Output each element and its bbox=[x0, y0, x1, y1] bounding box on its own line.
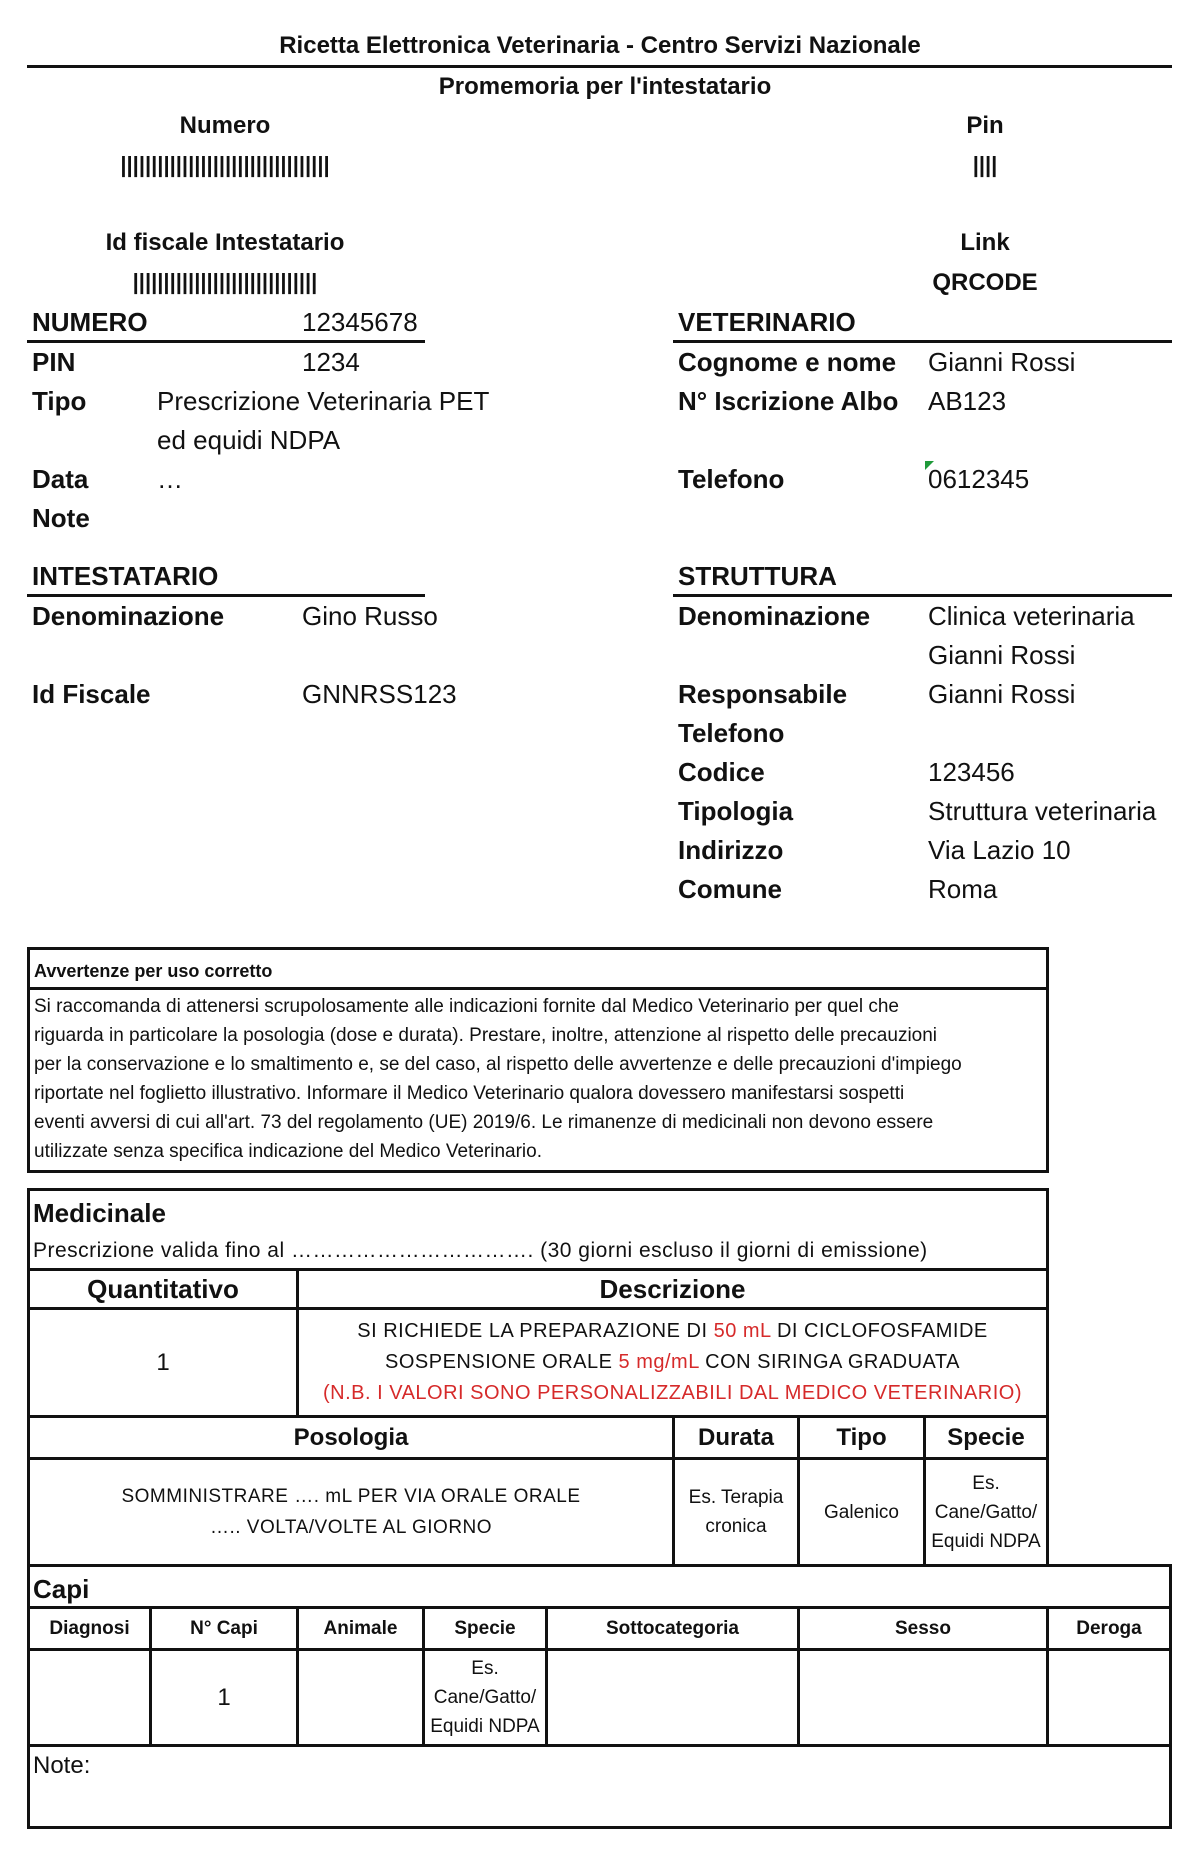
descrizione-line-1 bbox=[299, 1316, 1046, 1347]
col-descrizione: Descrizione bbox=[599, 1273, 746, 1304]
desc-text: SOSPENSIONE ORALE bbox=[385, 1351, 619, 1373]
specie-line-1: Es. bbox=[972, 1472, 1000, 1494]
pin-barcode: |||| bbox=[972, 152, 998, 177]
avvertenze-text bbox=[34, 992, 1044, 1166]
capi-col-specie: Specie bbox=[454, 1617, 516, 1639]
capi-note-label: Note: bbox=[33, 1752, 91, 1779]
capi-ncapi-value: 1 bbox=[217, 1683, 231, 1711]
posologia-line-1: SOMMINISTRARE …. mL PER VIA ORALE ORALE bbox=[121, 1486, 581, 1507]
str-responsabile-value: Gianni Rossi bbox=[928, 679, 1076, 709]
vet-nome-label: Cognome e nome bbox=[678, 347, 897, 377]
str-tipologia-label: Tipologia bbox=[678, 796, 794, 826]
capi-specie-line-2: Cane/Gatto/ bbox=[433, 1687, 537, 1708]
medicinale-title: Medicinale bbox=[33, 1198, 166, 1228]
numero-value: 12345678 bbox=[302, 307, 418, 337]
struttura-divider bbox=[673, 594, 1172, 597]
title-divider bbox=[27, 65, 1172, 68]
int-denominazione-label: Denominazione bbox=[32, 601, 225, 631]
descrizione-cell bbox=[299, 1316, 1046, 1409]
col-specie: Specie bbox=[947, 1423, 1025, 1451]
idfiscale-barcode: |||||||||||||||||||||||||||||| bbox=[132, 269, 318, 294]
int-denominazione-value: Gino Russo bbox=[302, 601, 438, 631]
specie-cell bbox=[926, 1460, 1046, 1564]
str-indirizzo-value: Via Lazio 10 bbox=[928, 835, 1071, 865]
idfiscale-header-label: Id fiscale Intestatario bbox=[105, 229, 345, 256]
pin-label: Pin bbox=[966, 112, 1004, 139]
avvertenze-line: per la conservazione e lo smaltimento e, se del caso, al rispetto delle avvertenze e delle precauzioni d'impiego bbox=[34, 1054, 962, 1075]
link-label: Link bbox=[960, 229, 1010, 256]
str-codice-value: 123456 bbox=[928, 757, 1015, 787]
veterinario-divider bbox=[673, 340, 1172, 343]
desc-red-value: 50 mL bbox=[713, 1320, 771, 1342]
str-denominazione-line2: Gianni Rossi bbox=[928, 640, 1076, 670]
str-indirizzo-label: Indirizzo bbox=[678, 835, 784, 865]
capi-specie-cell bbox=[425, 1651, 545, 1744]
pin-value: 1234 bbox=[302, 347, 360, 377]
desc-red-value: 5 mg/mL bbox=[618, 1351, 700, 1373]
vet-albo-label: N° Iscrizione Albo bbox=[678, 386, 899, 416]
str-telefono-label: Telefono bbox=[678, 718, 785, 748]
page-title: Ricetta Elettronica Veterinaria - Centro Servizi Nazionale bbox=[279, 32, 921, 59]
vet-albo-value: AB123 bbox=[928, 386, 1007, 416]
intestatario-section-label: INTESTATARIO bbox=[32, 561, 219, 591]
data-label: Data bbox=[32, 464, 89, 494]
data-value: … bbox=[157, 464, 183, 494]
descrizione-line-2 bbox=[299, 1347, 1046, 1378]
numero-section-label: NUMERO bbox=[32, 307, 148, 337]
numero-barcode: |||||||||||||||||||||||||||||||||| bbox=[120, 152, 330, 177]
posologia-cell bbox=[30, 1460, 672, 1564]
str-comune-label: Comune bbox=[678, 874, 782, 904]
str-responsabile-label: Responsabile bbox=[678, 679, 848, 709]
str-tipologia-value: Struttura veterinaria bbox=[928, 796, 1157, 826]
capi-col-sottocategoria: Sottocategoria bbox=[605, 1617, 740, 1639]
str-denominazione-label: Denominazione bbox=[678, 601, 871, 631]
quantitativo-value: 1 bbox=[156, 1348, 170, 1376]
desc-text: CON SIRINGA GRADUATA bbox=[699, 1351, 960, 1373]
durata-line-2: cronica bbox=[705, 1516, 767, 1537]
avvertenze-line: Si raccomanda di attenersi scrupolosamente alle indicazioni fornite dal Medico Veterinario per quel che bbox=[34, 996, 899, 1017]
str-codice-label: Codice bbox=[678, 757, 765, 787]
durata-cell bbox=[675, 1460, 797, 1564]
qrcode-label: QRCODE bbox=[932, 269, 1038, 296]
avvertenze-line: utilizzate senza specifica indicazione del Medico Veterinario. bbox=[34, 1141, 542, 1162]
page-subtitle: Promemoria per l'intestatario bbox=[438, 73, 772, 100]
specie-line-3: Equidi NDPA bbox=[931, 1530, 1041, 1552]
pin-section-label: PIN bbox=[32, 347, 76, 377]
capi-col-deroga: Deroga bbox=[1076, 1617, 1142, 1639]
avvertenze-title: Avvertenze per uso corretto bbox=[34, 961, 273, 981]
specie-line-2: Cane/Gatto/ bbox=[934, 1501, 1038, 1523]
numero-label: Numero bbox=[179, 112, 271, 139]
avvertenze-line: riguarda in particolare la posologia (dose e durata). Prestare, inoltre, attenzione al rispetto delle precauzioni bbox=[34, 1025, 938, 1046]
int-idfiscale-value: GNNRSS123 bbox=[302, 679, 457, 709]
avvertenze-line: eventi avversi di cui all'art. 73 del regolamento (UE) 2019/6. Le rimanenze di medicinali non devono essere bbox=[34, 1112, 934, 1133]
descrizione-note: (N.B. I VALORI SONO PERSONALIZZABILI DAL MEDICO VETERINARIO) bbox=[322, 1382, 1022, 1404]
capi-col-animale: Animale bbox=[323, 1617, 398, 1639]
tipo-value-line1: Prescrizione Veterinaria PET bbox=[157, 386, 490, 416]
col-posologia: Posologia bbox=[293, 1423, 409, 1451]
comment-marker-icon bbox=[925, 461, 934, 470]
str-denominazione-line1: Clinica veterinaria bbox=[928, 601, 1135, 631]
capi-row-bottom bbox=[27, 1744, 1172, 1747]
int-idfiscale-label: Id Fiscale bbox=[32, 679, 151, 709]
posologia-line-2: ….. VOLTA/VOLTE AL GIORNO bbox=[209, 1517, 493, 1538]
capi-title: Capi bbox=[33, 1574, 90, 1604]
vet-nome-value: Gianni Rossi bbox=[928, 347, 1076, 377]
avvertenze-line: riportate nel foglietto illustrativo. Informare il Medico Veterinario qualora dovessero manifestarsi sospetti bbox=[34, 1083, 905, 1104]
capi-specie-line-3: Equidi NDPA bbox=[430, 1716, 540, 1737]
struttura-section-label: STRUTTURA bbox=[678, 561, 837, 591]
capi-col-diagnosi: Diagnosi bbox=[49, 1617, 130, 1639]
medicinale-validity: Prescrizione valida fino al ……………………………. (30 giorni escluso il giorni di emissione) bbox=[33, 1239, 928, 1262]
vet-telefono-value: 0612345 bbox=[928, 464, 1030, 494]
col-quantitativo: Quantitativo bbox=[87, 1273, 239, 1304]
durata-line-1: Es. Terapia bbox=[688, 1487, 784, 1508]
desc-text: SI RICHIEDE LA PREPARAZIONE DI bbox=[357, 1320, 714, 1342]
veterinario-section-label: VETERINARIO bbox=[678, 307, 856, 337]
capi-specie-line-1: Es. bbox=[471, 1658, 499, 1679]
avvertenze-title-divider bbox=[27, 987, 1049, 990]
tipo-value-line2: ed equidi NDPA bbox=[157, 425, 341, 455]
tipo-cell: Galenico bbox=[824, 1501, 899, 1523]
tipo-label: Tipo bbox=[32, 386, 87, 416]
str-comune-value: Roma bbox=[928, 874, 998, 904]
desc-text: DI CICLOFOSFAMIDE bbox=[770, 1320, 988, 1342]
vet-telefono-label: Telefono bbox=[678, 464, 785, 494]
note-label: Note bbox=[32, 503, 90, 533]
numero-divider bbox=[27, 340, 425, 343]
col-tipo: Tipo bbox=[836, 1423, 887, 1451]
capi-col-ncapi: N° Capi bbox=[190, 1617, 258, 1639]
capi-col-sesso: Sesso bbox=[895, 1617, 951, 1639]
intestatario-divider bbox=[27, 594, 425, 597]
col-durata: Durata bbox=[697, 1423, 775, 1451]
